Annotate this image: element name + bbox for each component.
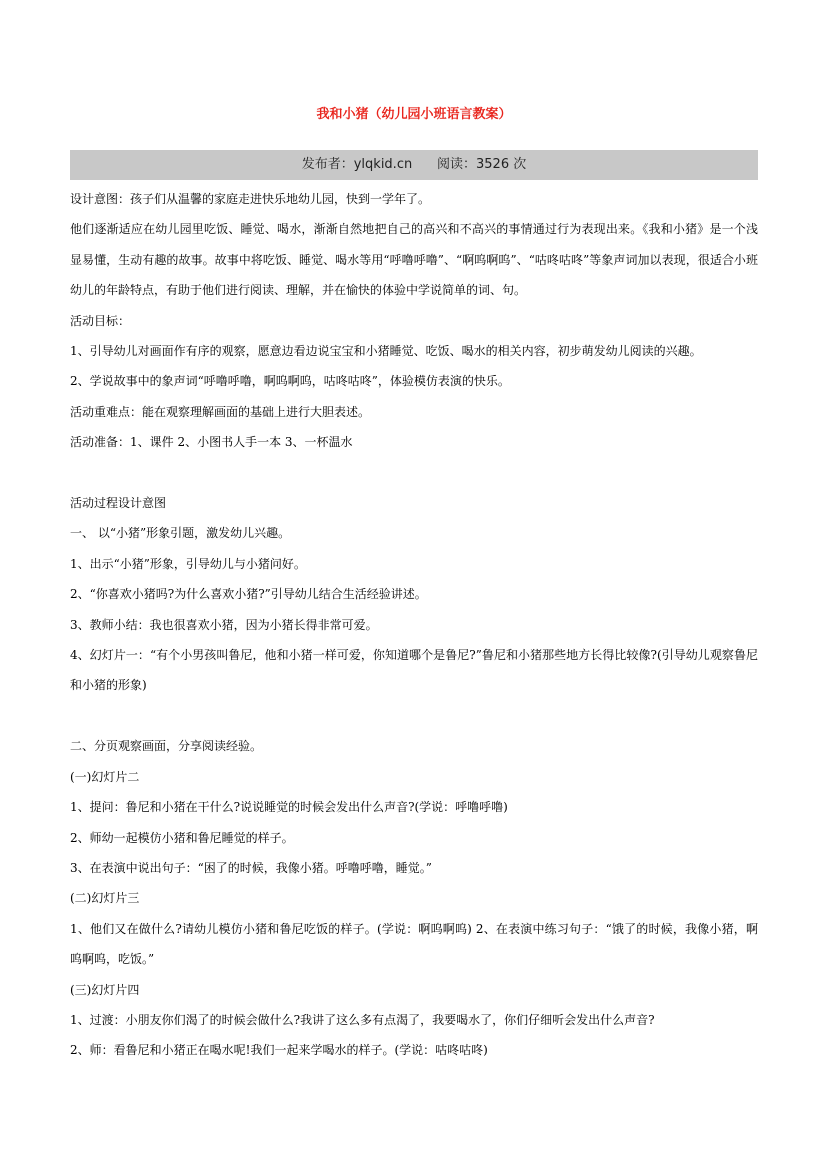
paragraph: 一、 以“小猪”形象引题，激发幼儿兴趣。 xyxy=(70,526,291,541)
paragraph: 1、引导幼儿对画面作有序的观察，愿意边看边说宝宝和小猪睡觉、吃饭、喝水的相关内容，初步萌发幼儿阅读的兴趣。 xyxy=(70,344,702,359)
paragraph: 活动准备：1、课件 2、小图书人手一本 3、一杯温水 xyxy=(70,435,353,450)
reads-count: 3526 xyxy=(476,157,510,172)
paragraph: 3、在表演中说出句子：“困了的时候，我像小猪。呼噜呼噜，睡觉。” xyxy=(70,860,432,875)
paragraph: 活动过程设计意图 xyxy=(70,496,167,511)
paragraph: 活动目标： xyxy=(70,313,131,328)
paragraph: 2、“你喜欢小猪吗?为什么喜欢小猪?”引导幼儿结合生活经验讲述。 xyxy=(70,587,427,602)
reads-label: 阅读： xyxy=(437,157,477,172)
paragraph: 1、过渡：小朋友你们渴了的时候会做什么?我讲了这么多有点渴了，我要喝水了，你们仔细听会发出什么声音? xyxy=(70,1012,655,1027)
paragraph: 4、幻灯片一：“有个小男孩叫鲁尼，他和小猪一样可爱，你知道哪个是鲁尼?”鲁尼和小猪那些地方长得比较像?(引导幼儿观察鲁尼和小猪的形象) xyxy=(70,648,758,693)
paragraph: 1、他们又在做什么?请幼儿模仿小猪和鲁尼吃饭的样子。(学说：啊呜啊呜) 2、在表演中练习句子：“饿了的时候，我像小猪，啊呜啊呜，吃饭。” xyxy=(70,921,758,967)
blank-line xyxy=(70,701,758,731)
paragraph: 1、提问：鲁尼和小猪在干什么?说说睡觉的时候会发出什么声音?(学说：呼噜呼噜) xyxy=(70,800,508,815)
publisher-value: ylqkid.cn xyxy=(353,157,413,172)
paragraph: 设计意图：孩子们从温馨的家庭走进快乐地幼儿园，快到一学年了。 xyxy=(70,192,431,206)
paragraph: 2、师幼一起模仿小猪和鲁尼睡觉的样子。 xyxy=(70,830,294,845)
paragraph: 他们逐渐适应在幼儿园里吃饭、睡觉、喝水，渐渐自然地把自己的高兴和不高兴的事情通过行为表现出来。《我和小猪》是一个浅显易懂，生动有趣的故事。故事中将吃饭、睡觉、喝水等用“呼噜呼噜”、“啊呜啊呜”、“咕咚咕咚”等象声词加以表现，很适合小班幼儿的年龄特点，有助于他们进行阅读、理解，并在愉快的体验中学说简单的词、句。 xyxy=(70,222,758,298)
reads-unit: 次 xyxy=(513,157,527,172)
document-body xyxy=(70,184,758,1066)
publisher-label: 发布者： xyxy=(301,157,354,172)
document-title: 我和小猪（幼儿园小班语言教案） xyxy=(316,107,512,122)
paragraph: 1、出示“小猪”形象，引导幼儿与小猪问好。 xyxy=(70,556,306,571)
paragraph: (三)幻灯片四 xyxy=(70,982,140,997)
paragraph: 3、教师小结：我也很喜欢小猪，因为小猪长得非常可爱。 xyxy=(70,617,378,632)
paragraph: (一)幻灯片二 xyxy=(70,769,140,784)
meta-bar xyxy=(70,150,758,180)
paragraph: 二、分页观察画面，分享阅读经验。 xyxy=(70,739,263,754)
paragraph: 2、师：看鲁尼和小猪正在喝水呢!我们一起来学喝水的样子。(学说：咕咚咕咚) xyxy=(70,1043,488,1058)
paragraph: 活动重难点：能在观察理解画面的基础上进行大胆表述。 xyxy=(70,404,371,419)
blank-line xyxy=(70,458,758,488)
paragraph: (二)幻灯片三 xyxy=(70,891,140,906)
paragraph: 2、学说故事中的象声词“呼噜呼噜，啊呜啊呜，咕咚咕咚”，体验模仿表演的快乐。 xyxy=(70,374,510,389)
